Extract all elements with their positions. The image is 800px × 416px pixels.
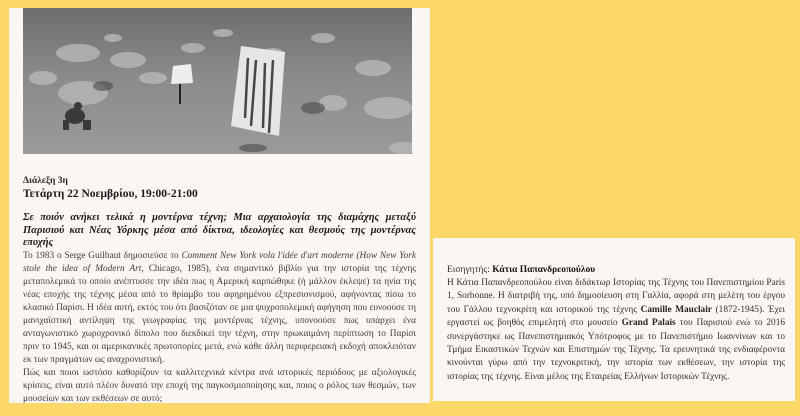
description-text: Το 1983 ο Serge Guilbaut δημοσιεύσε το <box>23 250 182 261</box>
speaker-details <box>447 264 785 384</box>
description-paragraph-2: Πώς και ποιοι ωστόσο καθορίζουν τα καλλιτεχνικά κέντρα ανά ιστορικές περιόδους με αξιολογικές κρίσεις, είναι αυτό πλέον δυνατό την εποχή της παγκοσμιοποίησης και, ποιος ο ρόλος των θεσμών, των μουσείων και των εκθέσεων σε αυτό; <box>23 367 416 404</box>
bio-museum-name: Grand Palais <box>621 318 676 329</box>
lecture-panel <box>9 8 430 403</box>
lecture-number: Διάλεξη 3η <box>23 176 68 186</box>
speaker-name: Κάτια Παπανδρεοπούλου <box>492 265 596 275</box>
lecture-title: Σε ποιόν ανήκει τελικά η μοντέρνα τέχνη; Μια αρχαιολογία της διαμάχης μεταξύ Παρισιού και Νέας Υόρκης μέσα από δίκτυα, ιδεολογίες και θεσμούς της μοντέρνας εποχής <box>23 212 416 248</box>
bio-text: (1872-1945). Έχει εργαστεί ως βοηθός επιμελητή στο μουσείο <box>447 304 785 329</box>
bio-text: του Παρισιού ενώ το 2016 συνεργάστηκε ως Πανεπιστημιακός Υπότροφος με το Πανεπιστήμιο Ιωαννίνων και το Τμήμα Εικαστικών Τεχνών και Επιστημών της Τέχνης. Τα ερευνητικά της ενδιαφέροντα κινούνται γύρω από την τεχνοκριτική, την ιστορία των εκθέσεων, την ιστορία της ιστορίας της τέχνης. Είναι μέλος της Εταιρείας Ελλήνων Ιστορικών Τέχνης. <box>447 318 786 382</box>
description-text: , Chicago, 1985), ένα σημαντικό βιβλίο για την ιστορία της τέχνης μεταπολεμικά το οποίο ανέπτυσσε την ιδέα πως η Αμερική καρπώθηκε (ή μάλλον έκλεψε) τα ηνία της νέας εποχής της τέχνης μέσα από το θρίαμβο του αφηρημένου εξπρεσιονισμού, αφήνοντας πίσω το κλασικό Παρίσι. Η ιδέα αυτή, εκτός του ότι βασιζόταν σε μια ψυχροπολεμική αφήγηση που ευνοούσε τη μανιχαϊστική αντίληψη της γεωγραφίας της μοντέρνας τέχνης, υπονοούσε πως υπάρχει ένα ανταγωνιστικό χωροχρονικό δίπολο που διεκδικεί την τέχνη, στην πρωκαιμάνη περίπτωση το Παρίσι πριν το 1945, και οι αμερικανικές πρωτοπορίες μετά, ενώ κάθε άλλη περιφερειακή εκδοχή αποκλειόταν εκ των πραγμάτων ως αναχρονιστική. <box>23 263 416 365</box>
lecture-date: Τετάρτη 22 Νοεμβρίου, 19:00-21:00 <box>23 188 198 200</box>
lecture-details <box>23 175 416 406</box>
photo-image-icon <box>23 8 412 154</box>
lecture-description <box>23 250 416 406</box>
book-title: Comment New York vola l'idée d'art moderne (How New York stole the idea of Modern Art <box>23 250 416 274</box>
bio-paragraph <box>447 277 785 384</box>
description-paragraph-1 <box>23 250 416 367</box>
speaker-panel <box>433 238 795 401</box>
speaker-label: Εισηγητής: <box>447 265 490 275</box>
bio-critic-name: Camille Mauclair <box>640 304 712 315</box>
event-photo <box>23 8 412 154</box>
bio-text: Η Κάτια Παπανδρεοπούλου είναι διδάκτωρ Ιστορίας της Τέχνης του Πανεπιστημίου Paris 1, Sorbonne. Η διατριβή της, υπό δημοσίευση στη Γαλλία, αφορά στη μελέτη του έργου του Γάλλου τεχνοκρίτη και ιστορικού της τέχνης <box>447 278 785 315</box>
speaker-bio <box>447 277 785 384</box>
speaker-heading <box>447 264 785 277</box>
